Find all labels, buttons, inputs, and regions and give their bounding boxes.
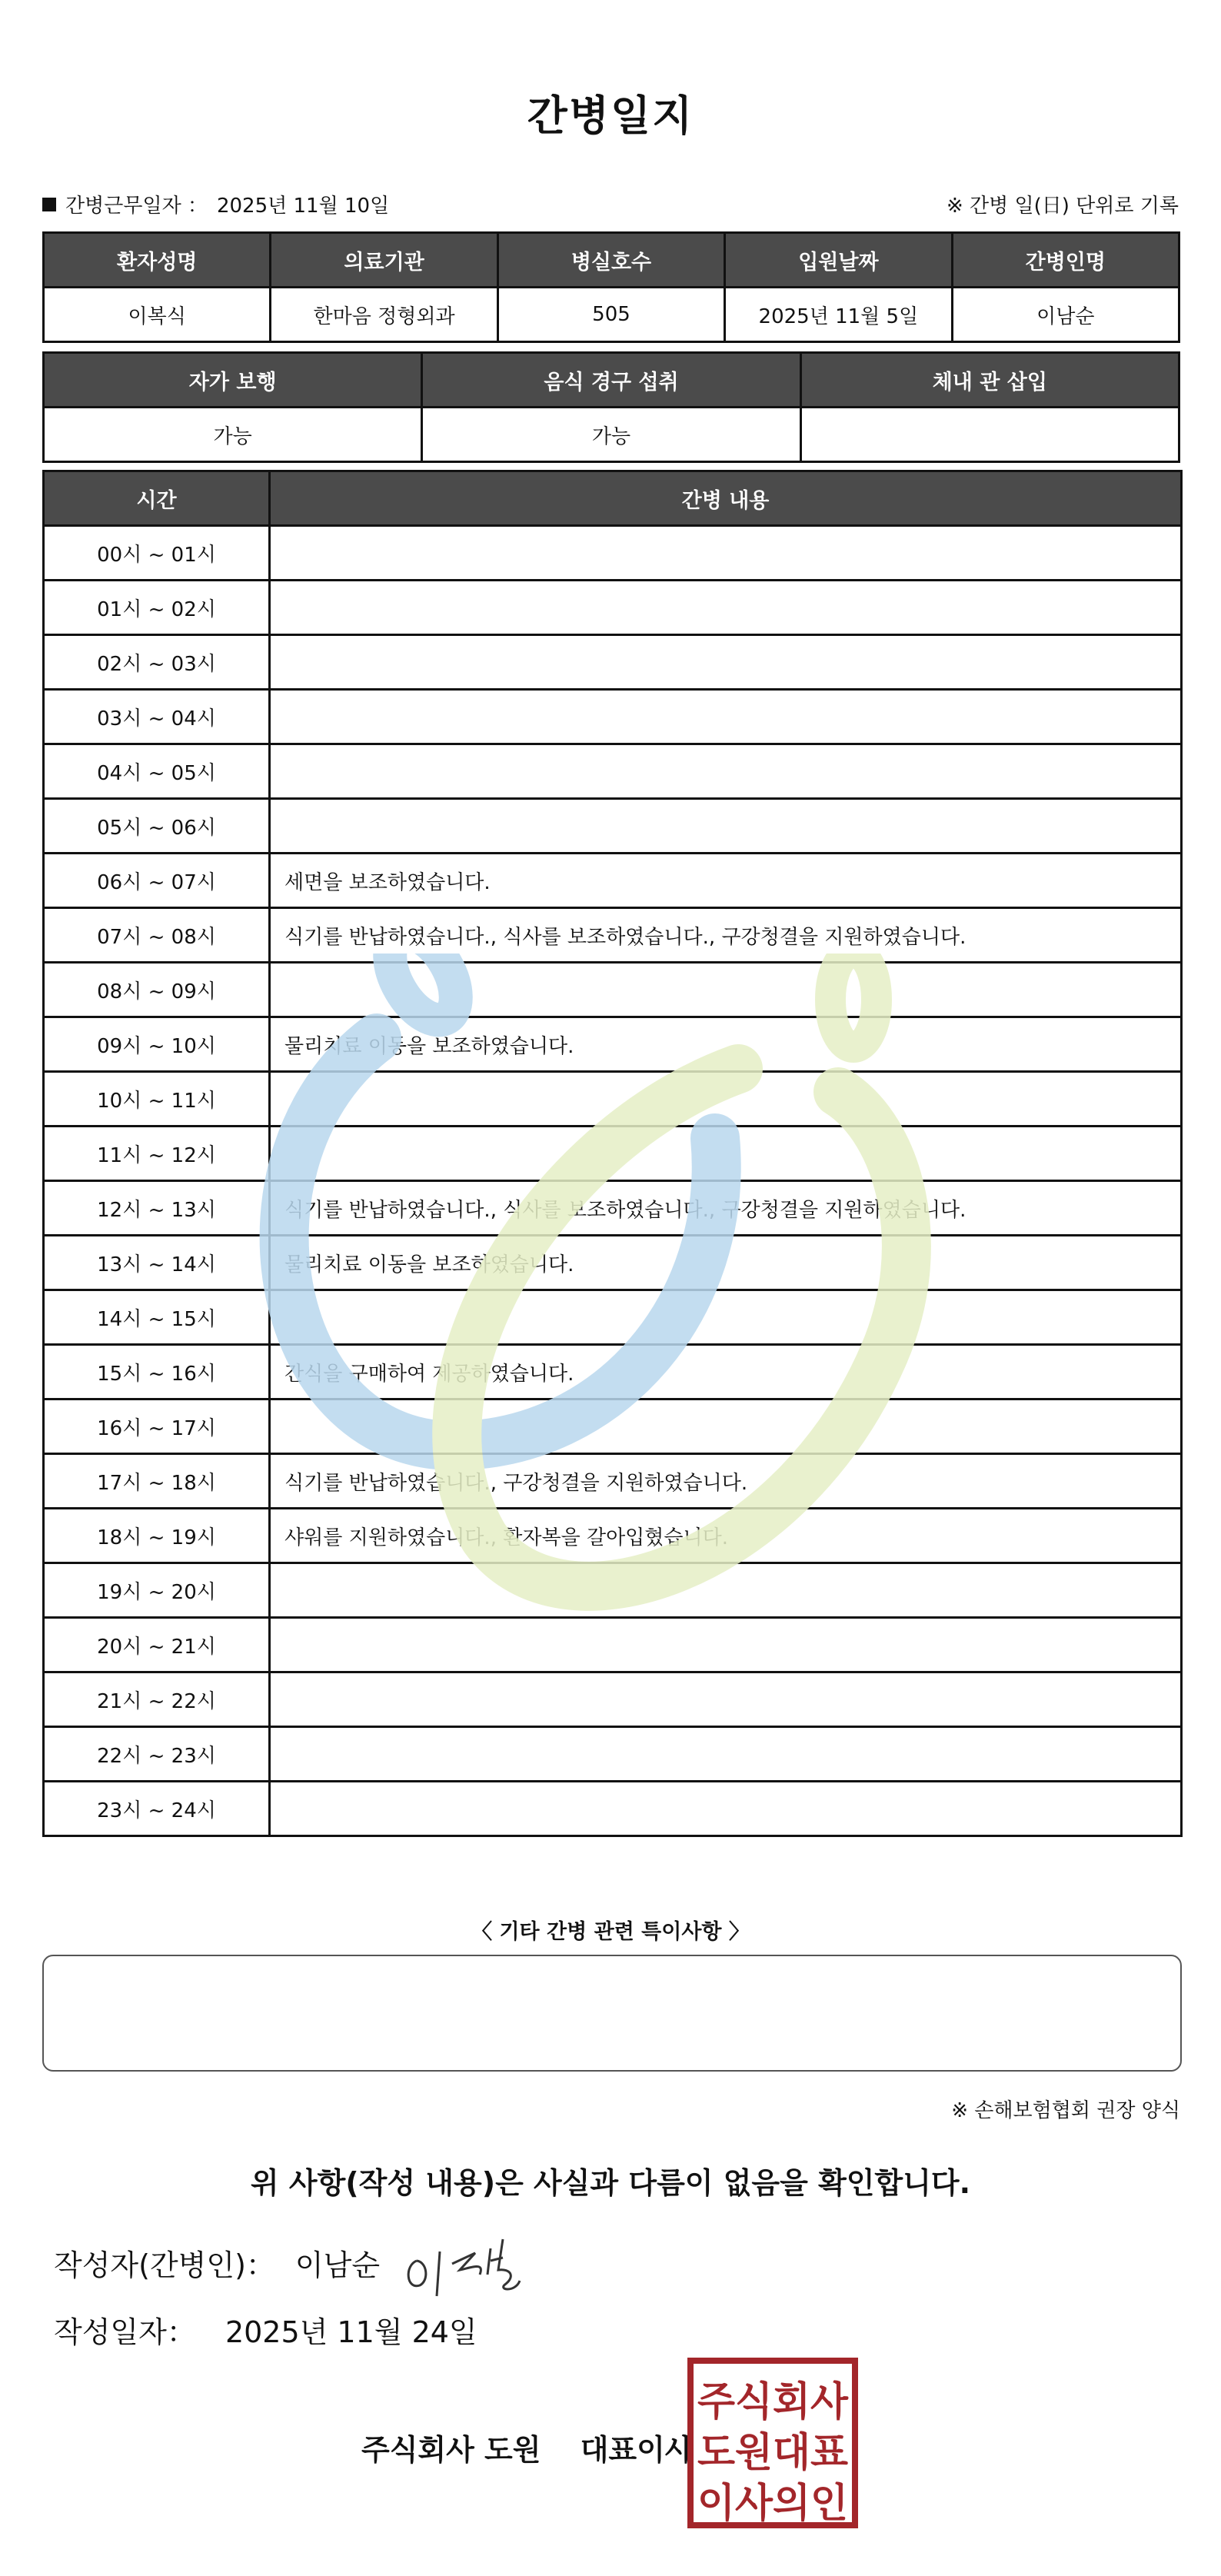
time-cell: 07시 ~ 08시 — [44, 908, 270, 963]
writer-label: 작성자(간병인)： — [54, 2248, 275, 2282]
care-content-cell — [270, 635, 1182, 690]
header-tube-insertion: 체내 관 삽입 — [800, 353, 1179, 408]
time-cell: 22시 ~ 23시 — [44, 1727, 270, 1782]
seal-line-2: 도원대표 — [697, 2430, 848, 2476]
handwritten-signature-icon — [400, 2230, 531, 2299]
patient-info-table — [42, 231, 1180, 343]
care-content-cell — [270, 1399, 1182, 1454]
time-cell: 20시 ~ 21시 — [44, 1618, 270, 1672]
writer-name: 이남순 — [294, 2248, 381, 2282]
company-seal-icon — [687, 2357, 859, 2529]
table-row — [44, 1236, 1182, 1290]
time-cell: 21시 ~ 22시 — [44, 1672, 270, 1727]
time-cell: 09시 ~ 10시 — [44, 1017, 270, 1072]
unit-note: ※ 간병 일(日) 단위로 기록 — [946, 195, 1179, 218]
remarks-box — [42, 1955, 1182, 2072]
time-cell: 05시 ~ 06시 — [44, 799, 270, 854]
writer-line — [54, 2242, 380, 2284]
table-row — [44, 1072, 1182, 1127]
time-cell: 11시 ~ 12시 — [44, 1127, 270, 1181]
care-content-cell: 물리치료 이동을 보조하였습니다. — [270, 1236, 1182, 1290]
table-row — [44, 1672, 1182, 1727]
time-cell: 06시 ~ 07시 — [44, 854, 270, 908]
care-content-cell — [270, 690, 1182, 744]
care-content-cell — [270, 1672, 1182, 1727]
table-row — [44, 854, 1182, 908]
header-admission-date: 입원날짜 — [725, 233, 952, 288]
written-date-label: 작성일자： — [54, 2315, 196, 2349]
care-content-cell: 샤워를 지원하였습니다., 환자복을 갈아입혔습니다. — [270, 1509, 1182, 1563]
work-date-value: 2025년 11월 10일 — [216, 195, 390, 218]
remarks-title: 〈 기타 간병 관련 특이사항 〉 — [471, 1920, 750, 1944]
representative-title: 대표이사 — [580, 2433, 694, 2467]
document-title: 간병일지 — [527, 92, 694, 140]
hospital-name: 한마음 정형외과 — [271, 288, 497, 342]
header-care-content: 간병 내용 — [270, 471, 1182, 526]
header-caregiver: 간병인명 — [952, 233, 1179, 288]
table-row — [44, 1345, 1182, 1399]
care-content-cell — [270, 1563, 1182, 1618]
recommend-note: ※ 손해보험협회 권장 양식 — [951, 2099, 1180, 2122]
table-row — [44, 1509, 1182, 1563]
time-cell: 13시 ~ 14시 — [44, 1236, 270, 1290]
time-cell: 04시 ~ 05시 — [44, 744, 270, 799]
header-room: 병실호수 — [497, 233, 724, 288]
table-row — [44, 1127, 1182, 1181]
meta-row — [42, 190, 1179, 218]
self-walking-value: 가능 — [44, 408, 422, 462]
table-row — [44, 744, 1182, 799]
status-value-row — [44, 408, 1179, 462]
header-time: 시간 — [44, 471, 270, 526]
work-date — [42, 190, 389, 218]
care-content-cell — [270, 1782, 1182, 1836]
info-value-row — [44, 288, 1179, 342]
time-cell: 16시 ~ 17시 — [44, 1399, 270, 1454]
care-content-cell — [270, 526, 1182, 581]
table-row — [44, 1017, 1182, 1072]
seal-line-3: 이사의인 — [697, 2481, 848, 2527]
status-header-row — [44, 353, 1179, 408]
care-content-cell: 식기를 반납하였습니다., 식사를 보조하였습니다., 구강청결을 지원하였습니다. — [270, 908, 1182, 963]
table-row — [44, 908, 1182, 963]
log-header-row — [44, 471, 1182, 526]
time-cell: 03시 ~ 04시 — [44, 690, 270, 744]
table-row — [44, 1727, 1182, 1782]
time-cell: 02시 ~ 03시 — [44, 635, 270, 690]
table-row — [44, 1782, 1182, 1836]
admission-date: 2025년 11월 5일 — [725, 288, 952, 342]
info-header-row — [44, 233, 1179, 288]
table-row — [44, 635, 1182, 690]
care-content-cell — [270, 799, 1182, 854]
company-name: 주식회사 도원 — [361, 2433, 541, 2467]
care-content-cell — [270, 1127, 1182, 1181]
table-row — [44, 1563, 1182, 1618]
table-row — [44, 1290, 1182, 1345]
header-hospital: 의료기관 — [271, 233, 497, 288]
care-content-cell — [270, 1290, 1182, 1345]
caregiver-name: 이남순 — [952, 288, 1179, 342]
header-self-walking: 자가 보행 — [44, 353, 422, 408]
time-cell: 19시 ~ 20시 — [44, 1563, 270, 1618]
table-row — [44, 1618, 1182, 1672]
table-row — [44, 581, 1182, 635]
care-content-cell — [270, 581, 1182, 635]
time-cell: 17시 ~ 18시 — [44, 1454, 270, 1509]
table-row — [44, 1454, 1182, 1509]
company-line — [361, 2426, 694, 2468]
confirmation-statement: 위 사항(작성 내용)은 사실과 다름이 없음을 확인합니다. — [250, 2166, 971, 2200]
care-content-cell — [270, 963, 1182, 1017]
written-date-line — [54, 2308, 477, 2351]
time-cell: 12시 ~ 13시 — [44, 1181, 270, 1236]
care-content-cell: 물리치료 이동을 보조하였습니다. — [270, 1017, 1182, 1072]
time-cell: 14시 ~ 15시 — [44, 1290, 270, 1345]
header-oral-intake: 음식 경구 섭취 — [422, 353, 800, 408]
table-row — [44, 1399, 1182, 1454]
table-row — [44, 799, 1182, 854]
care-content-cell — [270, 1618, 1182, 1672]
care-content-cell — [270, 1727, 1182, 1782]
time-cell: 01시 ~ 02시 — [44, 581, 270, 635]
care-log-table — [42, 470, 1183, 1837]
time-cell: 08시 ~ 09시 — [44, 963, 270, 1017]
work-date-label: 간병근무일자 ： — [65, 195, 208, 218]
header-patient-name: 환자성명 — [44, 233, 271, 288]
written-date-value: 2025년 11월 24일 — [225, 2315, 477, 2349]
care-content-cell — [270, 744, 1182, 799]
patient-name: 이복식 — [44, 288, 271, 342]
table-row — [44, 963, 1182, 1017]
care-content-cell: 식기를 반납하였습니다., 식사를 보조하였습니다., 구강청결을 지원하였습니다. — [270, 1181, 1182, 1236]
time-cell: 23시 ~ 24시 — [44, 1782, 270, 1836]
care-content-cell: 간식을 구매하여 제공하였습니다. — [270, 1345, 1182, 1399]
time-cell: 10시 ~ 11시 — [44, 1072, 270, 1127]
patient-status-table — [42, 351, 1180, 463]
time-cell: 00시 ~ 01시 — [44, 526, 270, 581]
care-content-cell — [270, 1072, 1182, 1127]
care-content-cell: 식기를 반납하였습니다., 구강청결을 지원하였습니다. — [270, 1454, 1182, 1509]
square-bullet-icon — [42, 198, 56, 211]
time-cell: 15시 ~ 16시 — [44, 1345, 270, 1399]
tube-insertion-value — [800, 408, 1179, 462]
seal-line-1: 주식회사 — [697, 2379, 849, 2425]
table-row — [44, 526, 1182, 581]
room-number: 505 — [497, 288, 724, 342]
oral-intake-value: 가능 — [422, 408, 800, 462]
table-row — [44, 1181, 1182, 1236]
table-row — [44, 690, 1182, 744]
time-cell: 18시 ~ 19시 — [44, 1509, 270, 1563]
care-content-cell: 세면을 보조하였습니다. — [270, 854, 1182, 908]
